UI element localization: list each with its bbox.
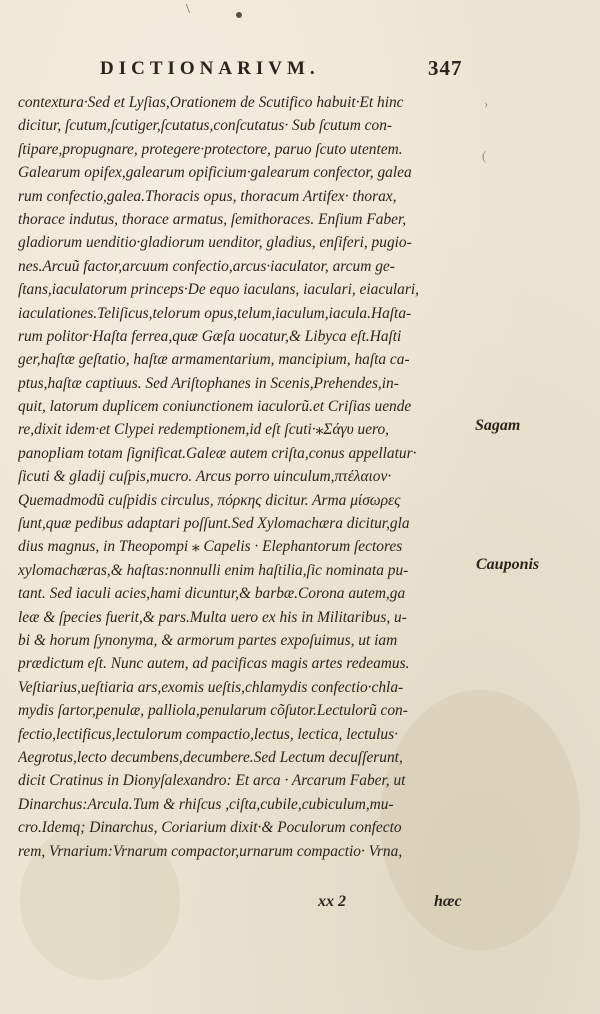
text-line: mydis ſartor,penulæ, palliola,penularum cõſutor.Lectulorũ con- — [18, 702, 408, 720]
text-line: rum confectio,galea.Thoracis opus, thoracum Artifex· thorax, — [18, 187, 397, 205]
text-line: Galearum opifex,galearum opificium·galearum confector, galea — [18, 164, 412, 182]
text-line: panopliam totam ſignificat.Galeæ autem criſta,conus appellatur· — [18, 444, 417, 462]
text-line: ſtipare,propugnare, protegere·protectore, paruo ſcuto utentem. — [18, 140, 403, 158]
text-line: gladiorum uenditio·gladiorum uenditor, gladius, enſiferi, pugio- — [18, 234, 412, 252]
text-line: leæ & ſpecies fuerit,& pars.Multa uero ex his in Militaribus, u- — [18, 608, 407, 626]
text-line: prædictum eſt. Nunc autem, ad pacificas magis artes redeamus. — [18, 655, 410, 673]
main-text — [18, 91, 474, 863]
text-line: bi & horum ſynonyma, & armorum partes expoſuimus, ut iam — [18, 631, 398, 649]
signature-mark: xx 2 — [318, 893, 346, 910]
text-line: Veſtiarius,ueſtiaria ars,exomis ueſtis,chlamydis confectio·chla- — [18, 678, 404, 696]
text-line: Dinarchus:Arcula.Tum & rhiſcus ,ciſta,cubile,cubiculum,mu- — [18, 795, 394, 813]
text-line: iaculationes.Teliſicus,telorum opus,telum,iaculum,iacula.Haſta- — [18, 304, 412, 322]
text-line: dius magnus, in Theopompi ⁎ Capelis · Elephantorum ſectores — [18, 538, 403, 556]
text-line: Aegrotus,lecto decumbens,decumbere.Sed Lectum decuſſerunt, — [18, 748, 403, 766]
text-line: thorace indutus, thorace armatus, ſemithoraces. Enſium Faber, — [18, 210, 407, 228]
margin-mark: › — [484, 96, 489, 111]
text-line: tant. Sed iaculi acies,hami dicuntur,& barbæ.Corona autem,ga — [18, 585, 406, 603]
ink-dot — [236, 12, 242, 18]
text-line: ptus,haſtæ captiuus. Sed Ariſtophanes in Scenis,Prehendes,in- — [18, 374, 399, 392]
text-line: Quemadmodũ cuſpidis circulus, πόρκης dicitur. Arma μίσωρες — [18, 491, 401, 509]
text-line: ſunt,quæ pedibus adaptari poſſunt.Sed Xylomachæra dicitur,gla — [18, 515, 410, 533]
catchword: hæc — [434, 893, 462, 910]
text-line: nes.Arcuũ factor,arcuum confectio,arcus·iaculator, arcum ge- — [18, 257, 395, 275]
text-line: re,dixit idem·et Clypei redemptionem,id eſt ſcuti·⁎Σάγυ uero, — [18, 421, 389, 439]
running-head: DICTIONARIVM. — [100, 58, 320, 79]
text-line: dicit Cratinus in Dionyſalexandro: Et arca · Arcarum Faber, ut — [18, 772, 406, 790]
bleed-through-mark: \ — [186, 2, 190, 17]
text-line: rem, Vrnarium:Vrnarum compactor,urnarum compactio· Vrna, — [18, 842, 403, 860]
text-line: cro.Idemq; Dinarchus, Coriarium dixit·& Poculorum confecto — [18, 819, 402, 837]
text-line: rum politor·Haſta ferrea,quæ Gæſa uocatur,& Libyca eſt.Haſti — [18, 327, 402, 345]
text-line: ger,haſtæ geſtatio, haſtæ armamentarium, mancipium, haſta ca- — [18, 351, 410, 369]
page-number: 347 — [428, 56, 463, 80]
text-line: xylomachæras,& haſtas:nonnulli enim haſtilia,ſic nominata pu- — [18, 561, 409, 579]
margin-mark: ( — [482, 148, 487, 163]
text-line: quit, latorum duplicem coniunctionem iaculorũ.et Criſias uende — [18, 398, 412, 416]
text-line: fectio,lectificus,lectulorum compactio,lectus, lectica, lectulus· — [18, 725, 398, 743]
margin-note-sagam: Sagam — [475, 417, 521, 434]
text-line: contextura·Sed et Lyſias,Orationem de Scutifico habuit·Et hinc — [18, 94, 404, 111]
margin-note-cauponis: Cauponis — [476, 556, 540, 573]
text-line: dicitur, ſcutum,ſcutiger,ſcutatus,conſcutatus· Sub ſcutum con- — [18, 117, 393, 135]
text-line: ſicuti & gladij cuſpis,mucro. Arcus porro uinculum,πτέλαιον· — [18, 468, 392, 486]
text-line: ſtans,iaculatorum princeps·De equo iaculans, iaculari, eiaculari, — [18, 281, 419, 299]
